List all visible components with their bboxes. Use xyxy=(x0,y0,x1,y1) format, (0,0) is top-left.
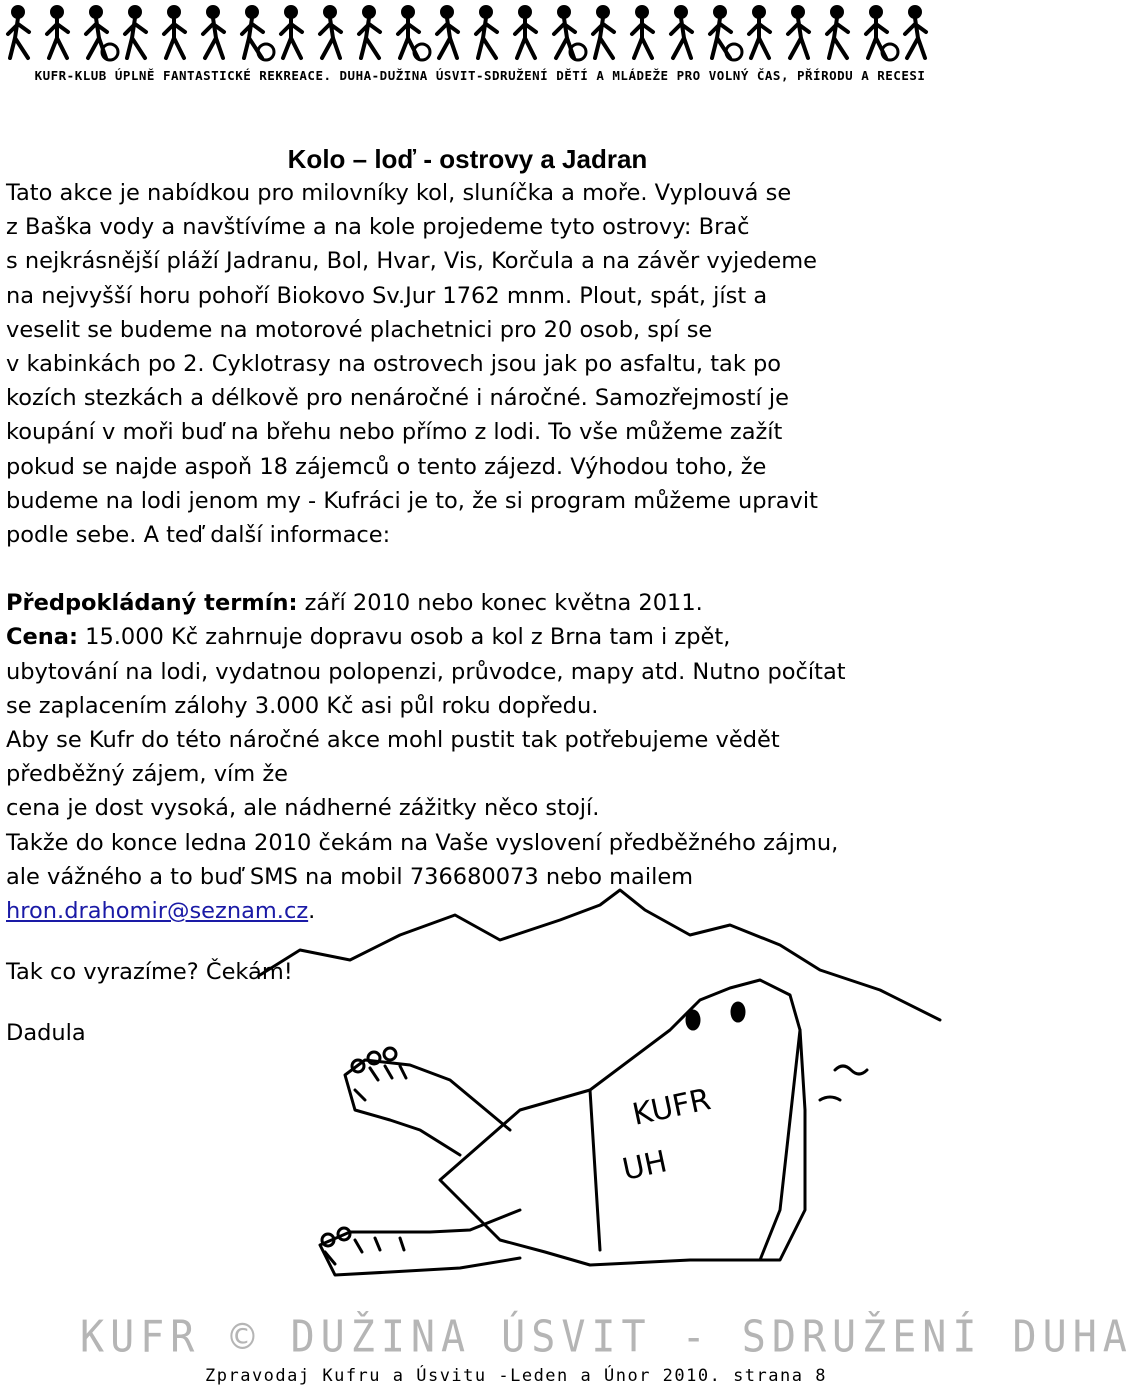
figure-icon xyxy=(598,7,608,17)
intro-line: budeme na lodi jenom my - Kufráci je to, že si program můžeme upravit xyxy=(6,487,818,514)
header-banner-text: KUFR-KLUB ÚPLNĚ FANTASTICKÉ REKREACE. DUHA-DUŽINA ÚSVIT-SDRUŽENÍ DĚTÍ A MLÁDEŽE PRO VOLNÝ ČAS, PŘÍRODU A RECESI xyxy=(34,68,926,83)
intro-line: kozích stezkách a délkově pro nenáročné i náročné. Samozřejmostí je xyxy=(6,385,790,412)
mountain-outline xyxy=(260,890,940,1020)
figure-icon xyxy=(481,7,491,17)
closing-line: Tak co vyrazíme? Čekám! xyxy=(6,959,293,986)
figure-icon xyxy=(286,7,296,17)
figure-icon xyxy=(442,7,452,17)
figure-icon xyxy=(910,7,920,17)
term-line xyxy=(6,586,956,620)
figure-icon xyxy=(520,7,530,17)
figure-icon xyxy=(793,7,803,17)
footer-line: Zpravodaj Kufru a Úsvitu -Leden a Únor 2010. strana 8 xyxy=(205,1366,827,1386)
term-label: Předpokládaný termín: xyxy=(6,590,298,617)
price-label: Cena: xyxy=(6,624,78,651)
price-line xyxy=(6,620,956,654)
intro-line: s nejkrásnější pláží Jadranu, Bol, Hvar, Vis, Korčula a na závěr vyjedeme xyxy=(6,248,817,275)
figure-icon xyxy=(91,7,101,17)
email-link[interactable]: hron.drahomir@seznam.cz xyxy=(6,898,309,925)
intro-line: v kabinkách po 2. Cyklotrasy na ostrovech jsou jak po asfaltu, tak po xyxy=(6,351,782,378)
intro-line: veselit se budeme na motorové plachetnici pro 20 osob, spí se xyxy=(6,316,713,343)
intro-line: na nejvyšší horu pohoří Biokovo Sv.Jur 1762 mnm. Plout, spát, jíst a xyxy=(6,282,768,309)
footer-banner: KUFR © DUŽINA ÚSVIT - SDRUŽENÍ DUHA xyxy=(80,1311,1133,1363)
figures-banner-illustration xyxy=(0,0,960,66)
interest-line: Aby se Kufr do této náročné akce mohl pustit tak potřebujeme vědět xyxy=(6,727,780,754)
signature: Dadula xyxy=(6,1020,86,1047)
price-detail-line: se zaplacením zálohy 3.000 Kč asi půl roku dopředu. xyxy=(6,692,599,719)
intro-line: podle sebe. A teď další informace: xyxy=(6,522,391,549)
price-detail-line: ubytování na lodi, vydatnou polopenzi, průvodce, mapy atd. Nutno počítat xyxy=(6,658,846,685)
figure-icon xyxy=(832,7,842,17)
email-suffix: . xyxy=(308,898,316,925)
intro-paragraph xyxy=(6,176,956,552)
figure-icon xyxy=(169,7,179,17)
boot-lower xyxy=(320,1210,520,1275)
price-value: 15.000 Kč zahrnuje dopravu osob a kol z Brna tam i zpět, xyxy=(77,624,731,651)
suitcase-label-kufr: KUFR xyxy=(629,1082,714,1133)
term-value: září 2010 nebo konec května 2011. xyxy=(297,590,703,617)
figure-icon xyxy=(208,7,218,17)
article-title: Kolo – loď - ostrovy a Jadran xyxy=(287,144,648,174)
interest-line: cena je dost vysoká, ale nádherné zážitky něco stojí. xyxy=(6,795,600,822)
figure-icon xyxy=(676,7,686,17)
intro-line: koupání v moři buď na břehu nebo přímo z lodi. To vše můžeme zažít xyxy=(6,419,783,446)
figure-icon xyxy=(325,7,335,17)
figure-icon xyxy=(247,7,257,17)
header-banner xyxy=(0,0,960,100)
suitcase-label-uh: UH xyxy=(619,1144,671,1188)
interest-line: předběžný zájem, vím že xyxy=(6,761,289,788)
interest-line: Takže do konce ledna 2010 čekám na Vaše vyslovení předběžného zájmu, xyxy=(6,829,839,856)
figure-icon xyxy=(871,7,881,17)
figure-icon xyxy=(403,7,413,17)
figure-icon xyxy=(559,7,569,17)
intro-line: pokud se najde aspoň 18 zájemců o tento zájezd. Výhodou toho, že xyxy=(6,453,767,480)
intro-line: z Baška vody a navštívíme a na kole projedeme tyto ostrovy: Brač xyxy=(6,214,750,241)
figure-icon xyxy=(13,7,23,17)
figure-icon xyxy=(130,7,140,17)
figure-icon xyxy=(52,7,62,17)
figure-icon xyxy=(637,7,647,17)
kufr-suitcase-illustration xyxy=(260,880,960,1300)
intro-line: Tato akce je nabídkou pro milovníky kol, sluníčka a moře. Vyplouvá se xyxy=(6,180,792,206)
figure-icon xyxy=(754,7,764,17)
interest-line: ale vážného a to buď SMS na mobil 736680073 nebo mailem xyxy=(6,863,694,890)
figure-icon xyxy=(715,7,725,17)
suitcase-body xyxy=(440,980,805,1265)
figure-icon xyxy=(364,7,374,17)
